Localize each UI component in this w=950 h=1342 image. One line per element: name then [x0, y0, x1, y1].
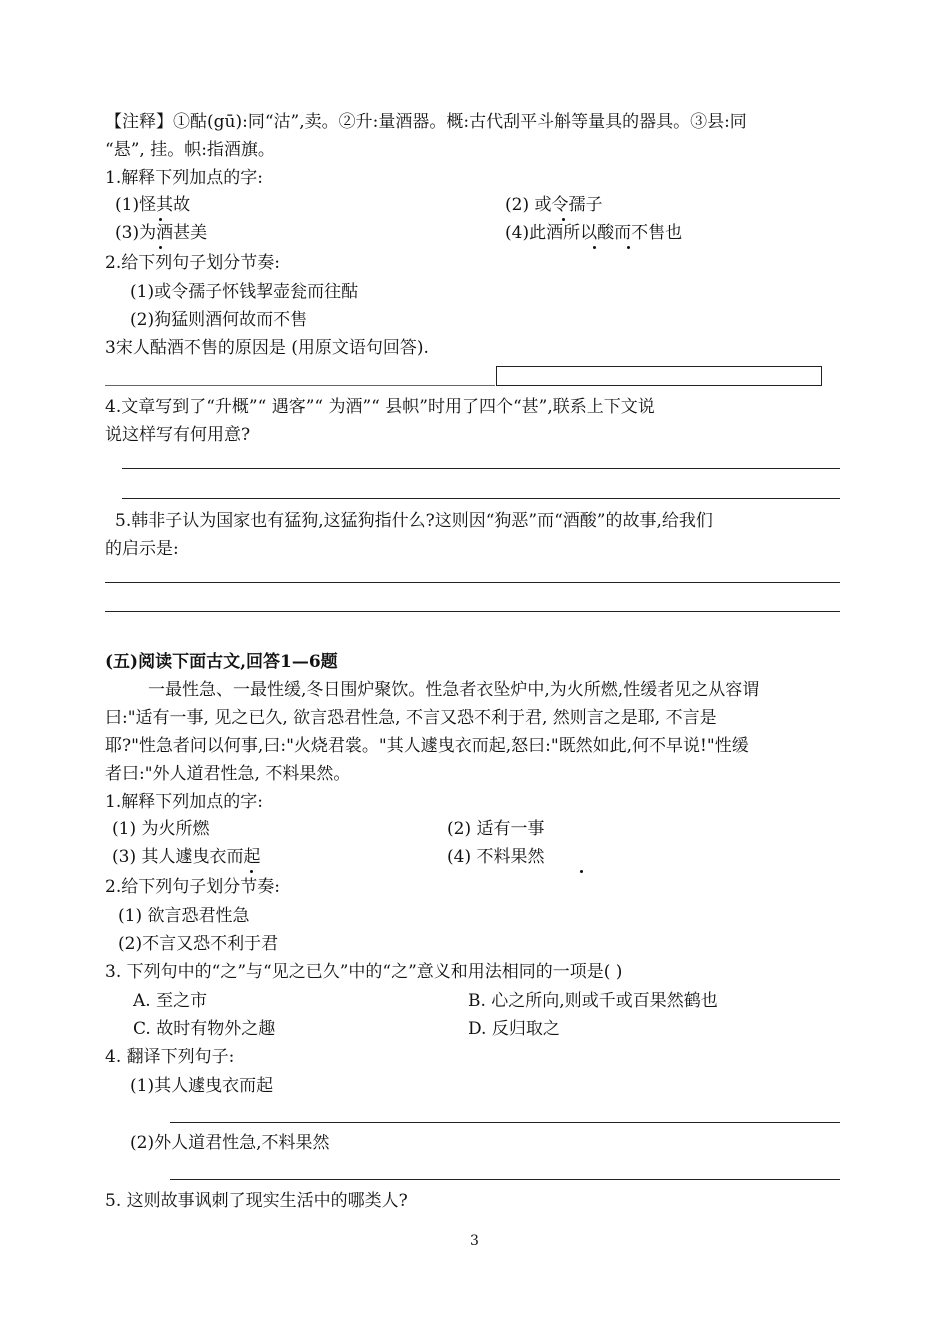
passage-line-2: 曰:"适有一事, 见之已久, 欲言恐君性急, 不言又恐不利于君, 然则言之是耶, 不言是	[105, 708, 717, 728]
s5-q3-prompt: 3. 下列句中的“之”与“见之已久”中的“之”意义和用法相同的一项是( )	[105, 962, 623, 982]
q5-prompt-line-2: 的启示是:	[105, 539, 179, 559]
answer-line[interactable]	[170, 1179, 840, 1180]
emphasis-dot	[159, 246, 162, 249]
s5-q5-prompt: 5. 这则故事讽刺了现实生活中的哪类人?	[105, 1191, 408, 1211]
passage-line-4: 者曰:"外人道君性急, 不料果然。	[105, 764, 351, 784]
s5-q1-item-1: (1) 为火所燃	[112, 819, 210, 839]
q1-item-3: (3)为酒甚美	[115, 223, 208, 243]
s5-q4-item-2: (2)外人道君性急,不料果然	[130, 1133, 330, 1153]
q1-item-1: (1)怪其故	[115, 195, 191, 215]
emphasis-dot	[250, 870, 253, 873]
s5-q2-item-2: (2)不言又恐不利于君	[118, 934, 279, 954]
q2-prompt: 2.给下列句子划分节奏:	[105, 253, 280, 273]
s5-q1-prompt: 1.解释下列加点的字:	[105, 792, 263, 812]
answer-line[interactable]	[122, 468, 840, 469]
q4-prompt-line-1: 4.文章写到了“升概”“ 遇客”“ 为酒”“ 县帜”时用了四个“甚”,联系上下文说	[105, 397, 655, 417]
s5-q1-item-3: (3) 其人遽曳衣而起	[112, 847, 261, 867]
q1-item-2: (2) 或令孺子	[505, 195, 603, 215]
section-heading: (五)阅读下面古文,回答1—6题	[105, 652, 338, 672]
answer-line	[105, 385, 495, 386]
passage-line-1: 一最性急、一最性缓,冬日围炉聚饮。性急者衣坠炉中,为火所燃,性缓者见之从容谓	[148, 680, 760, 700]
answer-line[interactable]	[105, 582, 840, 583]
q1-prompt: 1.解释下列加点的字:	[105, 168, 263, 188]
emphasis-dot	[562, 218, 565, 221]
option-d: D. 反归取之	[468, 1019, 560, 1039]
q2-item-1: (1)或令孺子怀钱挈壶瓮而往酤	[130, 282, 359, 302]
q3-prompt: 3宋人酤酒不售的原因是 (用原文语句回答).	[105, 338, 429, 358]
s5-q4-prompt: 4. 翻译下列句子:	[105, 1047, 235, 1067]
annotation-line-1: 【注释】①酤(gū):同“沽”,卖。②升:量酒器。概:古代刮平斗斛等量具的器具。③县:同	[105, 112, 747, 132]
answer-line[interactable]	[105, 611, 840, 612]
q4-prompt-line-2: 说这样写有何用意?	[105, 425, 251, 445]
emphasis-dot	[159, 218, 162, 221]
emphasis-dot	[593, 246, 596, 249]
answer-box[interactable]	[496, 366, 822, 386]
s5-q4-item-1: (1)其人遽曳衣而起	[130, 1076, 274, 1096]
emphasis-dot	[580, 870, 583, 873]
answer-line[interactable]	[122, 498, 840, 499]
s5-q2-item-1: (1) 欲言恐君性急	[118, 906, 250, 926]
q2-item-2: (2)狗猛则酒何故而不售	[130, 310, 308, 330]
emphasis-dot	[627, 246, 630, 249]
s5-q2-prompt: 2.给下列句子划分节奏:	[105, 877, 280, 897]
s5-q1-item-4: (4) 不料果然	[447, 847, 545, 867]
answer-line[interactable]	[170, 1122, 840, 1123]
q1-item-4: (4)此酒所以酸而不售也	[505, 223, 683, 243]
page-number: 3	[470, 1233, 479, 1249]
option-b: B. 心之所向,则或千或百果然鹤也	[468, 991, 718, 1011]
option-a: A. 至之市	[133, 991, 208, 1011]
q5-prompt-line-1: 5.韩非子认为国家也有猛狗,这猛狗指什么?这则因“狗恶”而“酒酸”的故事,给我们	[115, 511, 713, 531]
annotation-line-2: “悬”, 挂。帜:指酒旗。	[105, 140, 275, 160]
option-c: C. 故时有物外之趣	[133, 1019, 276, 1039]
passage-line-3: 耶?"性急者问以何事,曰:"火烧君裳。"其人遽曳衣而起,怒曰:"既然如此,何不早说!"性缓	[105, 736, 749, 756]
s5-q1-item-2: (2) 适有一事	[447, 819, 545, 839]
